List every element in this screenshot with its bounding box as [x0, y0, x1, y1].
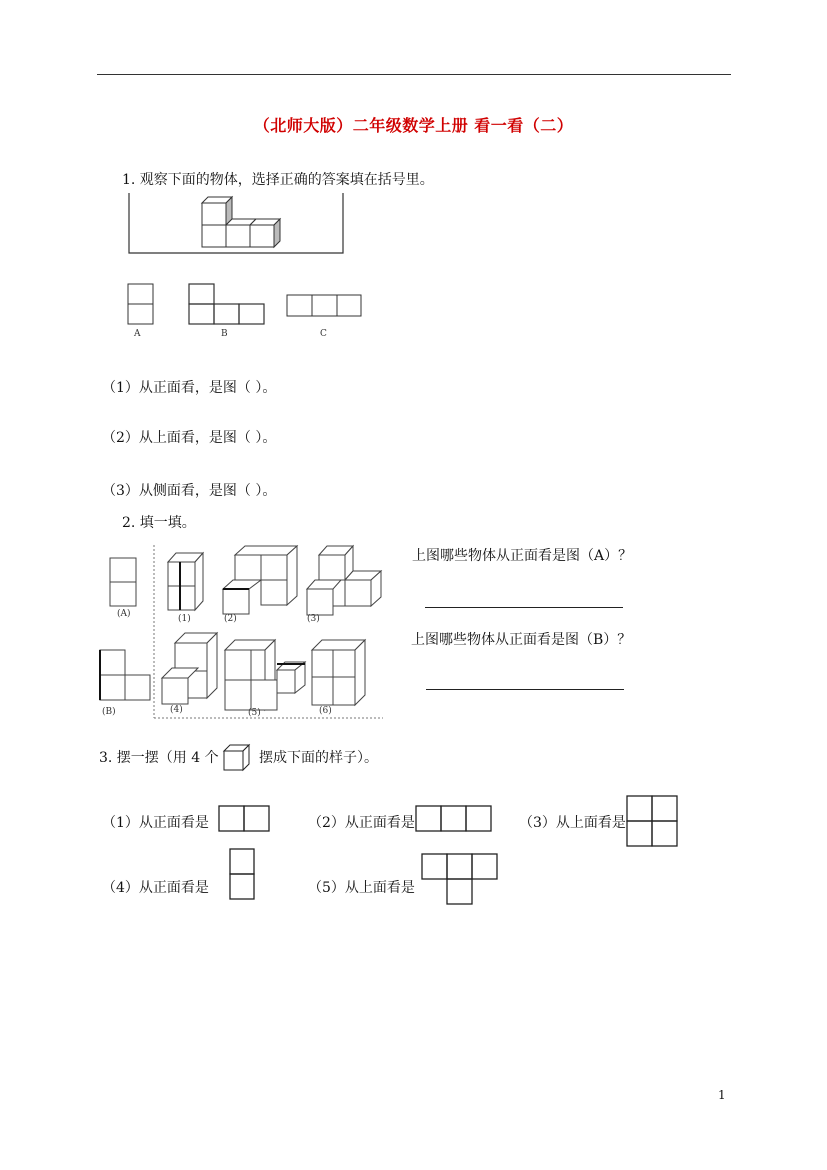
- q1-option-b-label: B: [221, 329, 228, 339]
- header-rule: [97, 74, 731, 75]
- page-title: （北师大版）二年级数学上册 看一看（二）: [253, 116, 574, 135]
- q3-item-2-label: （2）从正面看是: [308, 815, 415, 831]
- q3-item-4-label: （4）从正面看是: [102, 880, 209, 896]
- q2-answer-line-b[interactable]: [426, 689, 624, 690]
- q1-sub-2: （2）从上面看，是图（ ）。: [102, 430, 277, 446]
- q2-figures-panel: [95, 540, 395, 725]
- q2-label-6: (6): [319, 706, 332, 716]
- cube-icon: [222, 742, 252, 772]
- q1-option-c-label: C: [320, 329, 327, 339]
- q2-label-2: (2): [224, 614, 237, 624]
- q3-prompt-start: 3. 摆一摆（用 4 个: [99, 750, 219, 766]
- q2-label-3: (3): [307, 614, 320, 624]
- q1-prompt: 1. 观察下面的物体，选择正确的答案填在括号里。: [122, 172, 434, 188]
- q3-item-5-figure: [421, 853, 501, 907]
- q2-label-a: (A): [117, 609, 131, 619]
- q2-label-4: (4): [170, 705, 183, 715]
- q2-label-1: (1): [178, 614, 191, 624]
- q3-item-1-figure: [218, 805, 272, 833]
- q3-prompt-end: 摆成下面的样子）。: [259, 750, 378, 766]
- q2-question-a: 上图哪些物体从正面看是图（A）？: [412, 548, 633, 564]
- page-number: 1: [718, 1088, 726, 1102]
- q3-item-5-label: （5）从上面看是: [308, 880, 415, 896]
- q2-question-b: 上图哪些物体从正面看是图（B）？: [411, 632, 632, 648]
- q1-option-b-figure: [188, 283, 268, 325]
- q3-item-2-figure: [415, 805, 495, 833]
- q1-sub-1: （1）从正面看，是图（ ）。: [102, 380, 277, 396]
- q1-option-a-label: A: [134, 329, 141, 339]
- q2-answer-line-a[interactable]: [425, 607, 623, 608]
- q3-item-4-figure: [229, 848, 257, 902]
- q1-option-a-figure: [127, 283, 155, 325]
- q1-option-c-figure: [286, 294, 364, 318]
- q1-object-figure: [128, 193, 348, 257]
- q2-prompt: 2. 填一填。: [122, 515, 196, 531]
- q2-label-5: (5): [248, 708, 261, 718]
- q1-sub-3: （3）从侧面看，是图（ ）。: [102, 483, 277, 499]
- q3-item-3-label: （3）从上面看是: [519, 815, 626, 831]
- q3-item-3-figure: [626, 795, 680, 849]
- q3-item-1-label: （1）从正面看是: [102, 815, 209, 831]
- q2-label-b: (B): [102, 707, 116, 717]
